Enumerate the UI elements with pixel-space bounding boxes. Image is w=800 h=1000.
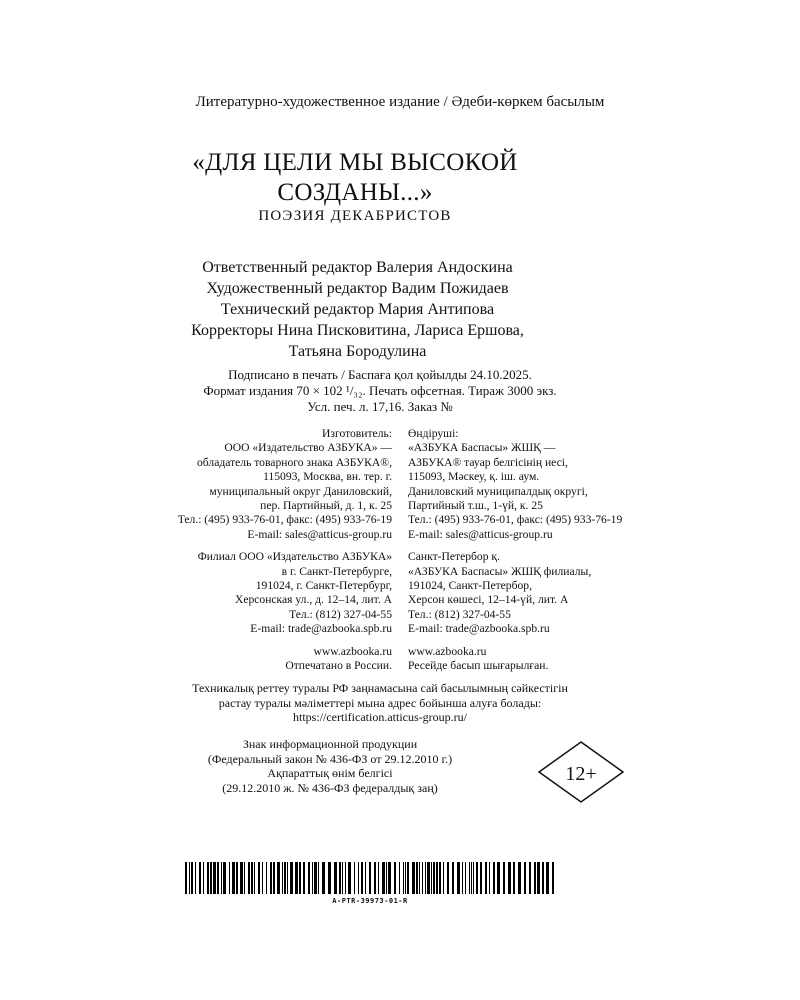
barcode-bar xyxy=(388,862,391,894)
barcode-bar xyxy=(493,862,495,894)
barcode-bar xyxy=(462,862,463,894)
barcode-bar xyxy=(503,862,505,894)
credit-proofreaders: Корректоры Нина Писковитина, Лариса Ершова, xyxy=(191,322,524,339)
manufacturer-kz-line: Партийный т.ш., 1-үй, к. 25 xyxy=(408,499,543,513)
barcode-bar xyxy=(422,862,423,894)
book-title-line-1: «ДЛЯ ЦЕЛИ МЫ ВЫСОКОЙ xyxy=(192,149,518,176)
manufacturer-ru-line: 115093, Москва, вн. тер. г. xyxy=(263,470,392,484)
barcode-bar xyxy=(284,862,286,894)
manufacturer-kz-line: 115093, Мәскеу, қ. іш. аум. xyxy=(408,470,540,484)
barcode-bar xyxy=(518,862,521,894)
barcode-bar xyxy=(471,862,472,894)
info-sign-line: Ақпараттық өнім белгісі xyxy=(267,766,393,780)
edition-type: Литературно-художественное издание / Әдеби-көркем басылым xyxy=(195,94,605,110)
barcode-bar xyxy=(542,862,544,894)
barcode-icon xyxy=(185,862,555,894)
book-subtitle: ПОЭЗИЯ ДЕКАБРИСТОВ xyxy=(258,208,452,224)
barcode-bar xyxy=(290,862,293,894)
branch-ru-line: Филиал ООО «Издательство АЗБУКА» xyxy=(197,550,392,564)
manufacturer-kz-line: E-mail: sales@atticus-group.ru xyxy=(408,527,553,541)
manufacturer-kz xyxy=(400,427,708,542)
branch-ru-line: в г. Санкт-Петербурге, xyxy=(281,564,392,578)
barcode-bar xyxy=(273,862,275,894)
barcode-bar xyxy=(248,862,250,894)
branch-ru-line: E-mail: trade@azbooka.spb.ru xyxy=(250,622,392,636)
tech-regulation xyxy=(0,681,760,725)
barcode-bar xyxy=(452,862,454,894)
barcode-bar xyxy=(295,862,298,894)
barcode-bar xyxy=(489,862,490,894)
barcode-number: A-PTR-39973-01-R xyxy=(332,897,408,905)
barcode-bar xyxy=(436,862,438,894)
branch-kz-line: Санкт-Петербор қ. xyxy=(408,550,500,564)
branch-ru-line: Херсонская ул., д. 12–14, лит. А xyxy=(234,593,392,607)
barcode-bar xyxy=(469,862,470,894)
barcode-bar xyxy=(203,862,204,894)
barcode-bar xyxy=(529,862,531,894)
printed-in-kz: Ресейде басып шығарылған. xyxy=(408,659,549,673)
branch-ru-line: 191024, г. Санкт-Петербург, xyxy=(255,579,392,593)
barcode-bar xyxy=(334,862,337,894)
barcode-bar xyxy=(513,862,515,894)
manufacturer-ru xyxy=(92,427,400,542)
barcode-bar xyxy=(236,862,238,894)
barcode-bar xyxy=(262,862,263,894)
barcode-bar xyxy=(314,862,317,894)
barcode-bar xyxy=(365,862,366,894)
barcode-bar xyxy=(382,862,385,894)
barcode-bar xyxy=(195,862,196,894)
barcode-bar xyxy=(497,862,500,894)
barcode-bar xyxy=(480,862,482,894)
barcode-bar xyxy=(189,862,190,894)
credit-proofreaders-cont: Татьяна Бородулина xyxy=(288,343,427,360)
barcode-bar xyxy=(185,862,187,894)
barcode-bar xyxy=(232,862,235,894)
branch-kz-line: E-mail: trade@azbooka.spb.ru xyxy=(408,622,550,636)
barcode-bar xyxy=(405,862,406,894)
barcode-bar xyxy=(369,862,371,894)
barcode-bar xyxy=(342,862,343,894)
barcode-bar xyxy=(394,862,396,894)
info-sign-line: (Федеральный закон № 436-ФЗ от 29.12.2010 г.) xyxy=(207,751,453,766)
barcode-bar xyxy=(328,862,331,894)
barcode-bar xyxy=(287,862,288,894)
barcode-bar xyxy=(443,862,444,894)
tech-regulation-line: Техникалық реттеу туралы РФ заңнамасына сай басылымның сәйкестігін xyxy=(192,681,568,695)
barcode-bar xyxy=(427,862,430,894)
barcode-bar xyxy=(221,862,222,894)
branch-kz-line: «АЗБУКА Баспасы» ЖШҚ филиалы, xyxy=(408,564,592,578)
barcode-bar xyxy=(378,862,379,894)
barcode-bar xyxy=(217,862,219,894)
credit-art-editor: Художественный редактор Вадим Пожидаев xyxy=(206,280,509,297)
barcode-bar xyxy=(361,862,363,894)
manufacturer-kz-line: Тел.: (495) 933-76-01, факс: (495) 933-76-19 xyxy=(408,513,623,527)
barcode-bar xyxy=(354,862,355,894)
barcode-bar xyxy=(207,862,209,894)
age-rating-badge xyxy=(537,740,625,804)
barcode-bar xyxy=(419,862,420,894)
barcode-bar xyxy=(210,862,212,894)
website-link-kz[interactable]: www.azbooka.ru xyxy=(408,644,487,658)
manufacturer-ru-line: Изготовитель: xyxy=(322,427,392,440)
book-title-line-2: СОЗДАНЫ...» xyxy=(277,179,433,206)
barcode-bar xyxy=(223,862,226,894)
barcode-bar xyxy=(348,862,351,894)
barcode-bar xyxy=(431,862,432,894)
website-link-ru[interactable]: www.azbooka.ru xyxy=(313,644,392,658)
credit-technical-editor: Технический редактор Мария Антипова xyxy=(220,301,495,318)
barcode-bar xyxy=(546,862,549,894)
manufacturer-ru-line: пер. Партийный, д. 1, к. 25 xyxy=(260,499,392,513)
barcode-bar xyxy=(465,862,466,894)
age-rating-text: 12+ xyxy=(565,763,597,785)
barcode-bar xyxy=(251,862,253,894)
printed-in-ru: Отпечатано в России. xyxy=(285,659,392,673)
branch-kz-line: 191024, Санкт-Петербор, xyxy=(408,579,532,593)
certification-link[interactable]: https://certification.atticus-group.ru/ xyxy=(293,710,467,724)
barcode-bar xyxy=(258,862,260,894)
barcode-bar xyxy=(386,862,387,894)
manufacturer-ru-line: Тел.: (495) 933-76-01, факс: (495) 933-76-19 xyxy=(177,513,392,527)
barcode-bar xyxy=(476,862,478,894)
barcode-bar xyxy=(240,862,243,894)
barcode-bar xyxy=(191,862,193,894)
barcode-bar xyxy=(524,862,526,894)
credits-block xyxy=(0,257,715,362)
branch-kz xyxy=(400,550,708,636)
barcode-bar xyxy=(199,862,201,894)
print-info xyxy=(0,367,760,415)
manufacturer-kz-line: Өндіруші: xyxy=(408,427,459,440)
barcode-bar xyxy=(407,862,409,894)
branch-ru-line: Тел.: (812) 327-04-55 xyxy=(289,607,392,621)
barcode-bar xyxy=(374,862,376,894)
barcode-bar xyxy=(537,862,540,894)
tech-regulation-line: растау туралы мәліметтері мына адрес бойынша алуға болады: xyxy=(218,695,542,710)
barcode-bar xyxy=(339,862,341,894)
barcode-bar xyxy=(282,862,283,894)
branch-kz-line: Тел.: (812) 327-04-55 xyxy=(408,607,511,621)
barcode-bar xyxy=(303,862,305,894)
barcode-bar xyxy=(308,862,310,894)
manufacturer-kz-line: АЗБУКА® тауар белгісінің иесі, xyxy=(408,455,568,469)
barcode-bar xyxy=(318,862,319,894)
barcode-bar xyxy=(299,862,301,894)
info-sign-line: (29.12.2010 ж. № 436-ФЗ федералдық заң) xyxy=(222,780,438,795)
barcode-bar xyxy=(277,862,280,894)
barcode-bar xyxy=(457,862,460,894)
branch-kz-line: Херсон көшесі, 12–14-үй, лит. А xyxy=(408,593,569,607)
barcode-bar xyxy=(447,862,449,894)
print-sheets-order: Усл. печ. л. 17,16. Заказ № xyxy=(307,399,453,414)
publisher-columns xyxy=(0,427,800,674)
book-title xyxy=(0,148,710,208)
manufacturer-kz-line: Даниловский муниципалдық округі, xyxy=(408,484,588,498)
manufacturer-ru-line: обладатель товарного знака АЗБУКА®, xyxy=(197,455,392,469)
barcode-bar xyxy=(473,862,474,894)
barcode-bar xyxy=(485,862,487,894)
barcode-bar xyxy=(508,862,511,894)
website-ru xyxy=(92,645,400,674)
barcode-bar xyxy=(433,862,435,894)
barcode-bar xyxy=(345,862,346,894)
barcode-bar xyxy=(254,862,255,894)
print-signed-date: Подписано в печать / Баспаға қол қойылды 24.10.2025. xyxy=(228,367,532,382)
barcode-bar xyxy=(425,862,426,894)
barcode-bar xyxy=(270,862,272,894)
barcode-bar xyxy=(322,862,325,894)
manufacturer-kz-line: «АЗБУКА Баспасы» ЖШҚ — xyxy=(408,441,556,455)
website-row xyxy=(0,645,800,674)
branch-row xyxy=(0,550,800,636)
manufacturer-row xyxy=(0,427,800,542)
branch-ru xyxy=(92,550,400,636)
barcode-bar xyxy=(266,862,267,894)
barcode-bar xyxy=(244,862,245,894)
barcode-bar xyxy=(439,862,441,894)
info-sign-line: Знак информационной продукции xyxy=(242,737,418,751)
barcode-bar xyxy=(358,862,359,894)
barcode-bar xyxy=(412,862,415,894)
barcode-bar xyxy=(213,862,216,894)
barcode-bar xyxy=(403,862,404,894)
print-format: Формат издания 70 × 102 ¹/₃₂. Печать офсетная. Тираж 3000 экз. xyxy=(203,383,557,398)
barcode-bar xyxy=(552,862,554,894)
barcode-bar xyxy=(312,862,313,894)
barcode-bar xyxy=(399,862,400,894)
barcode-bar xyxy=(534,862,536,894)
manufacturer-ru-line: ООО «Издательство АЗБУКА» — xyxy=(224,441,392,455)
manufacturer-ru-line: муниципальный округ Даниловский, xyxy=(209,484,392,498)
website-kz xyxy=(400,645,708,674)
barcode-bar xyxy=(229,862,230,894)
credit-managing-editor: Ответственный редактор Валерия Андоскина xyxy=(202,259,513,276)
info-product-sign xyxy=(130,737,530,795)
barcode-bar xyxy=(416,862,418,894)
manufacturer-ru-line: E-mail: sales@atticus-group.ru xyxy=(247,527,392,541)
